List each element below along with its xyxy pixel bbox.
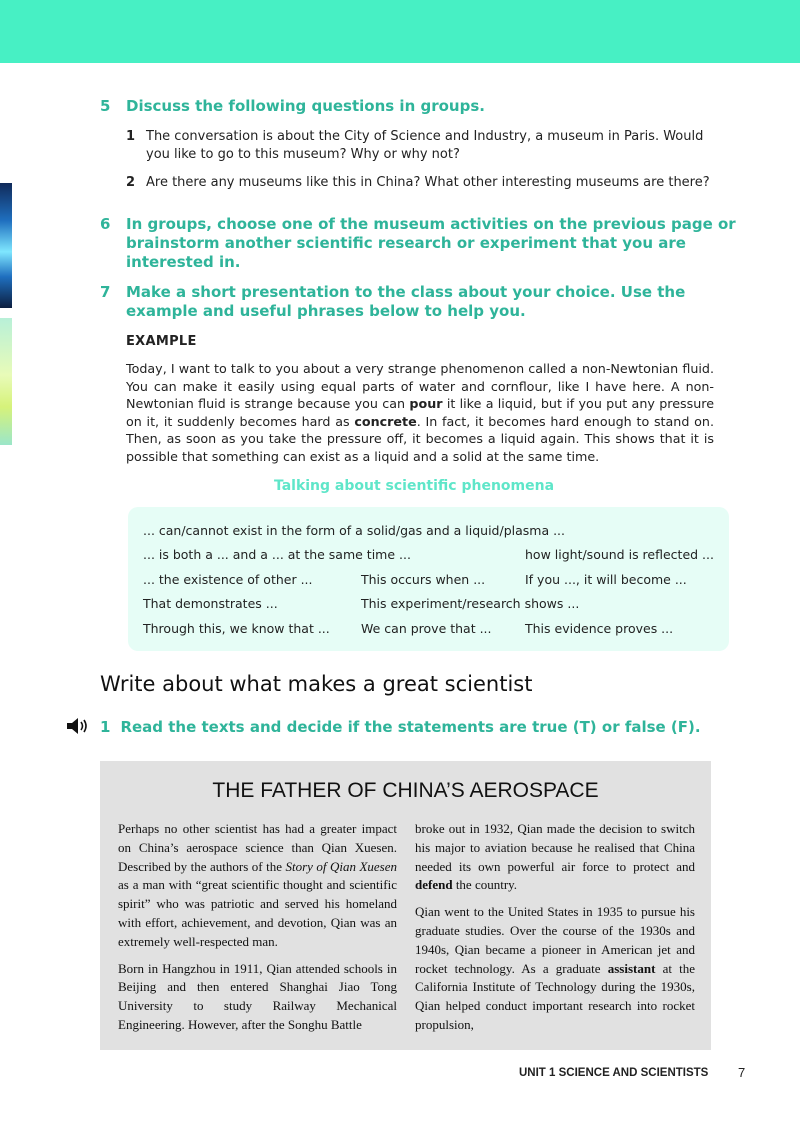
sub-question-text: The conversation is about the City of Science and Industry, a museum in Paris. Would you like to go to this museum? Why or why not? <box>146 129 704 162</box>
sub-question-number: 2 <box>126 175 136 190</box>
question-7 <box>100 283 740 321</box>
page-number: 7 <box>738 1065 746 1080</box>
article-text: the country. <box>452 877 518 893</box>
question-number: 1 <box>100 718 111 736</box>
side-photo-strip-bottom <box>0 318 12 445</box>
audio-speaker-icon[interactable] <box>66 717 92 735</box>
article-text: Perhaps no other scientist has had a greater impact on China’s aerospace science than Qian Xuesen. Described by the authors of the <box>118 821 397 874</box>
question-6 <box>100 215 740 272</box>
keyword-assistant: assistant <box>607 960 656 976</box>
phrase: how light/sound is reflected ... <box>525 547 714 562</box>
keyword-concrete: concrete <box>354 413 417 429</box>
footer-unit-label: UNIT 1 SCIENCE AND SCIENTISTS <box>519 1067 709 1079</box>
example-paragraph <box>126 360 714 466</box>
phrase: If you ..., it will become ... <box>525 572 687 587</box>
sub-question-number: 1 <box>126 129 136 144</box>
article-paragraph <box>415 903 695 1035</box>
question-number: 7 <box>100 283 111 301</box>
article-paragraph <box>118 820 397 952</box>
question-text: Make a short presentation to the class about your choice. Use the example and useful phrases below to help you. <box>126 283 686 320</box>
phrase: That demonstrates ... <box>143 596 278 611</box>
phrases-box <box>128 507 729 651</box>
keyword-pour: pour <box>409 396 443 412</box>
example-text: . In fact, it becomes hard enough to stand on. Then, as soon as you take the pressure off, it becomes a liquid again. This shows that it is possible that something can exist as a liquid and a solid at the same time. <box>126 413 714 464</box>
sub-question-1 <box>126 128 726 164</box>
phrases-title: Talking about scientific phenomena <box>273 478 555 494</box>
example-text: Today, I want to talk to you about a very strange phenomenon called a non-Newtonian fluid. You can make it easily using equal parts of water and cornflour, like I have here. A non-Newtonian fluid is strange because you can <box>126 361 714 412</box>
example-title: EXAMPLE <box>126 334 197 349</box>
phrase: ... is both a ... and a ... at the same time ... <box>143 547 411 562</box>
sub-question-2 <box>126 174 726 192</box>
phrase: Through this, we know that ... <box>143 621 330 636</box>
top-color-band <box>0 0 800 63</box>
section-title: Write about what makes a great scientist <box>100 672 533 696</box>
book-title: Story of Qian Xuesen <box>285 858 398 874</box>
article-text: at the California Institute of Technology during the 1930s, Qian helped conduct important research into rocket propulsion, <box>415 960 695 1032</box>
article-text: Qian went to the United States in 1935 to pursue his graduate studies. Over the course of the 1930s and 1940s, Qian became a pioneer in American jet and rocket technology. As a graduate <box>415 904 695 976</box>
phrase: This occurs when ... <box>361 572 486 587</box>
phrase: This experiment/research shows ... <box>361 596 580 611</box>
sub-question-text: Are there any museums like this in China? What other interesting museums are there? <box>146 175 710 190</box>
article-paragraph: Born in Hangzhou in 1911, Qian attended schools in Beijing and then entered Shanghai Jiao Tong University to study Railway Mechanical Engineering. However, after the Songhu Battle <box>118 960 397 1032</box>
article-title: THE FATHER OF CHINA’S AEROSPACE <box>212 779 599 802</box>
phrase: This evidence proves ... <box>525 621 674 636</box>
question-text: Discuss the following questions in groups. <box>126 97 485 115</box>
question-text: Read the texts and decide if the statements are true (T) or false (F). <box>120 718 701 736</box>
question-1 <box>100 718 701 736</box>
article-text: as a man with “great scientific thought and scientific spirit” who was patriotic and served his homeland with effort, achievement, and devotion, Qian was an extremely well-respected man. <box>118 877 397 949</box>
keyword-defend: defend <box>415 877 453 893</box>
question-5 <box>100 97 740 116</box>
article-column-right <box>415 820 695 1043</box>
question-text: In groups, choose one of the museum activities on the previous page or brainstorm another scientific research or experiment that you are interested in. <box>126 215 736 271</box>
question-number: 6 <box>100 215 111 233</box>
example-text: it like a liquid, but if you put any pressure on it, it suddenly becomes hard as <box>126 396 715 429</box>
article-paragraph <box>415 820 695 895</box>
phrase: We can prove that ... <box>361 621 492 636</box>
article-text: broke out in 1932, Qian made the decision to switch his major to aviation because he realised that China needed its own powerful air force to protect and <box>415 821 695 874</box>
article-column-left <box>118 820 397 1043</box>
phrase: ... the existence of other ... <box>143 572 313 587</box>
article-box <box>100 761 711 1050</box>
phrase: ... can/cannot exist in the form of a solid/gas and a liquid/plasma ... <box>143 523 566 538</box>
side-photo-strip-top <box>0 183 12 308</box>
question-number: 5 <box>100 97 111 115</box>
